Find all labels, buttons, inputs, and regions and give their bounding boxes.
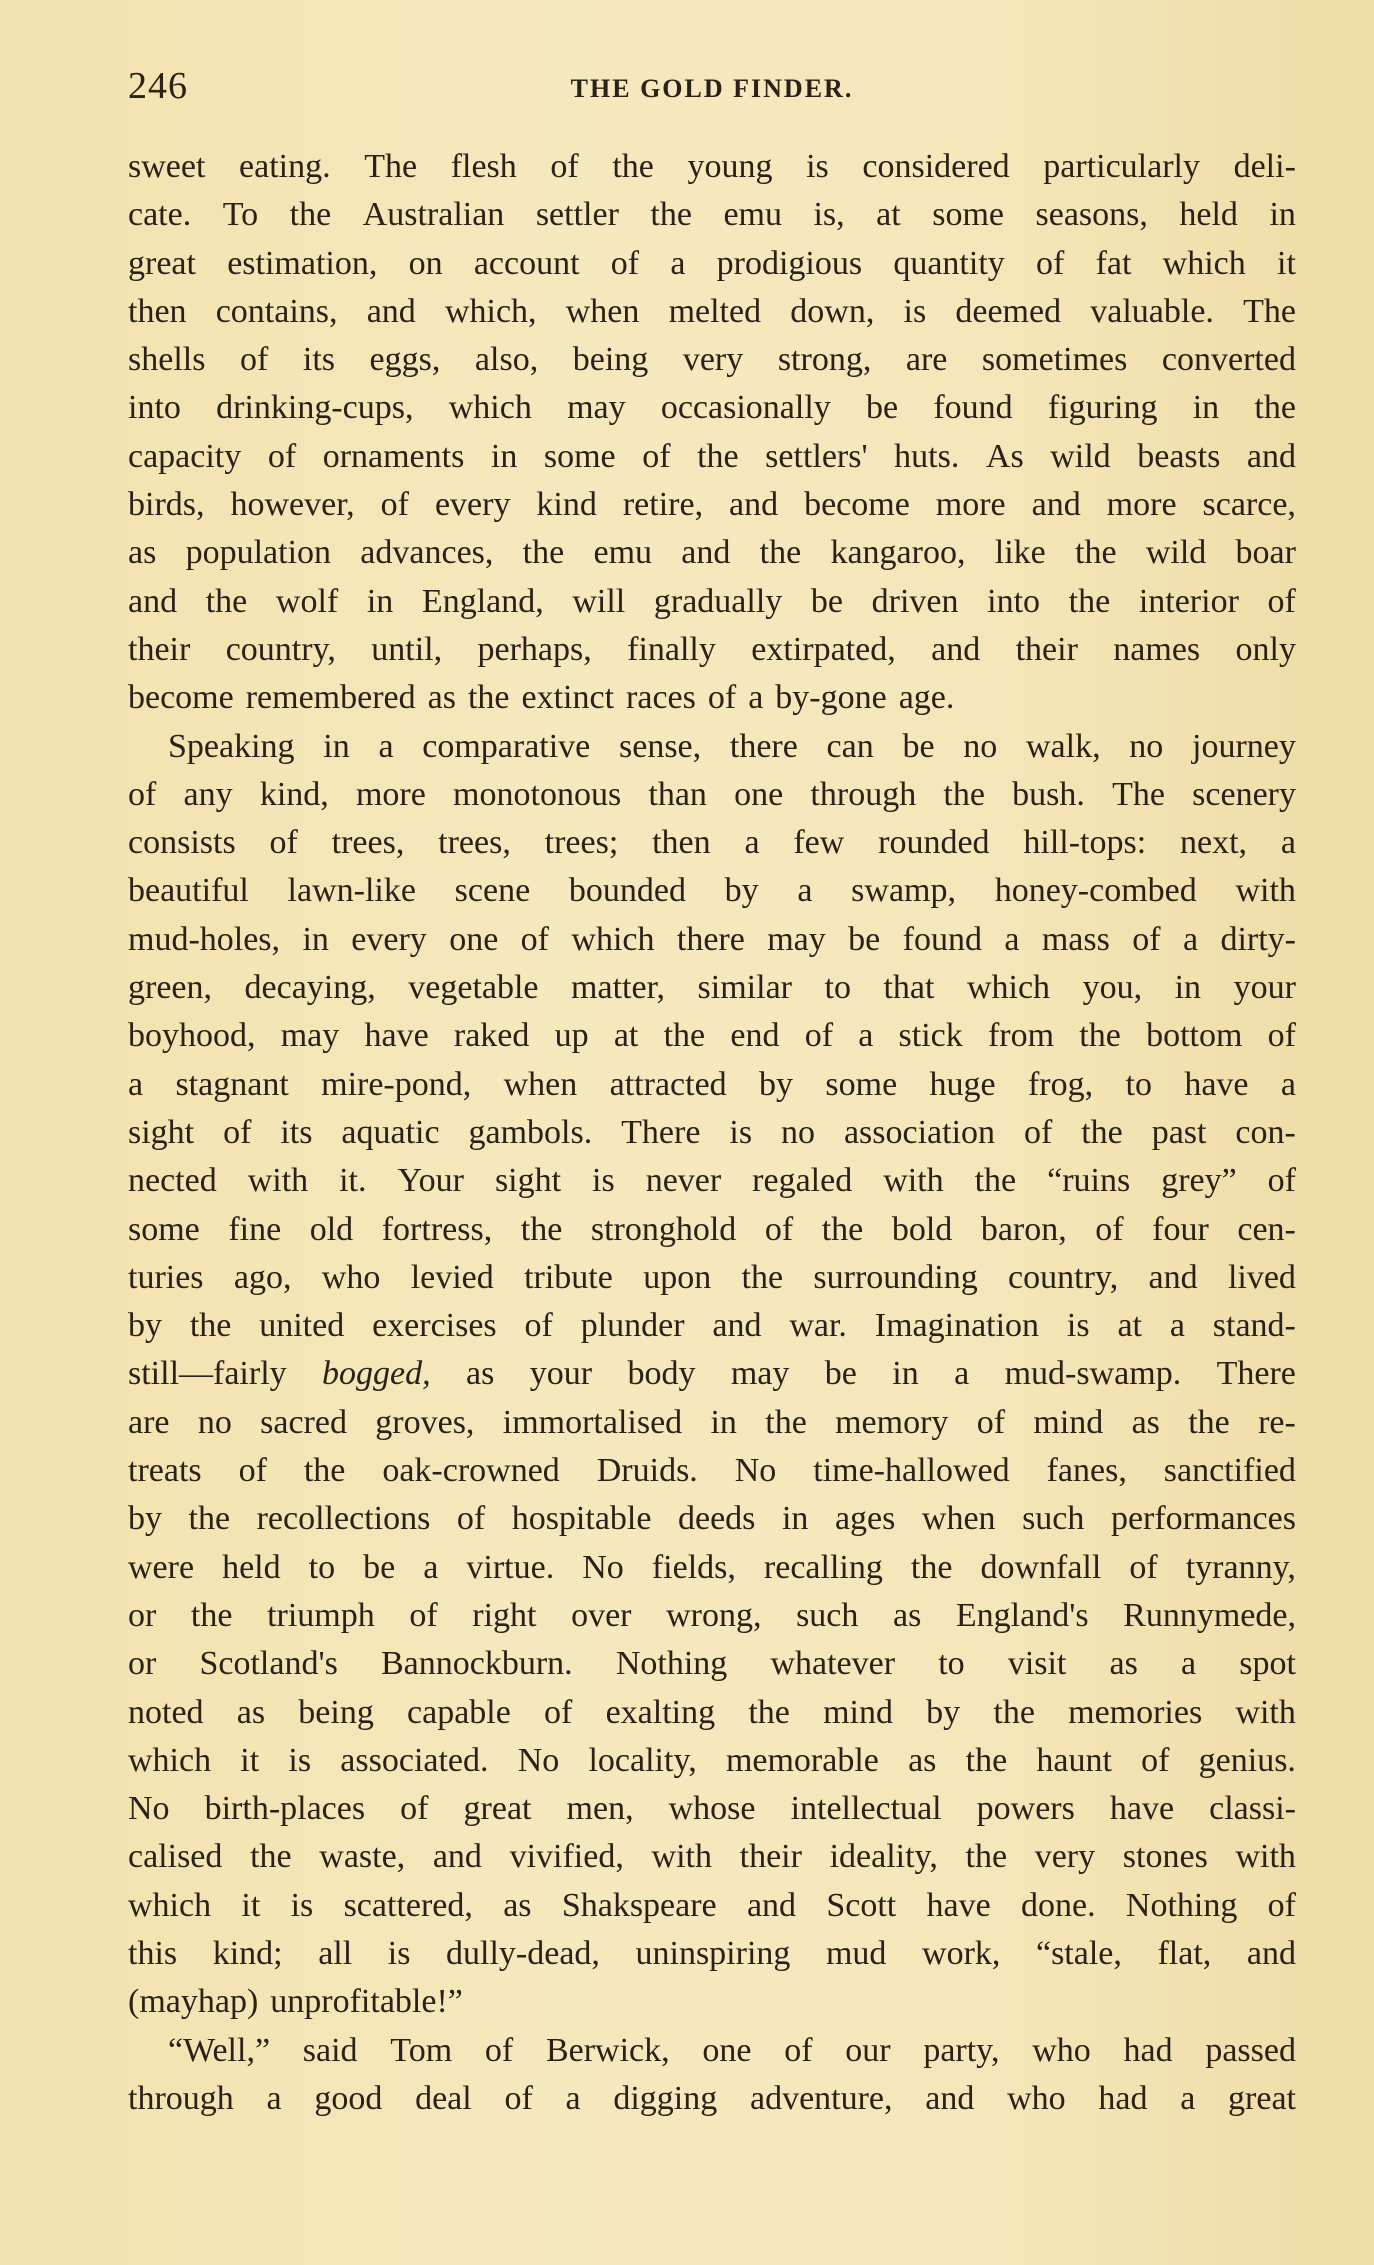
text-line: into drinking-cups, which may occasionally be found figuring in the — [128, 389, 1296, 427]
text-line: “Well,” said Tom of Berwick, one of our party, who had passed — [168, 2031, 1296, 2069]
text-line: mud-holes, in every one of which there may be found a mass of a dirty- — [128, 920, 1296, 958]
text-line: or Scotland's Bannockburn. Nothing whatever to visit as a spot — [128, 1645, 1296, 1683]
text-line: cate. To the Australian settler the emu is, at some seasons, held in — [128, 196, 1296, 234]
text-line: capacity of ornaments in some of the settlers' huts. As wild beasts and — [128, 437, 1296, 475]
page-header — [128, 64, 1296, 124]
text-line: which it is scattered, as Shakspeare and Scott have done. Nothing of — [128, 1886, 1296, 1924]
text-line: still—fairly bogged, as your body may be in a mud-swamp. There — [128, 1355, 1296, 1393]
text-line: calised the waste, and vivified, with their ideality, the very stones with — [128, 1838, 1296, 1876]
text-line: great estimation, on account of a prodigious quantity of fat which it — [128, 244, 1296, 282]
text-line: green, decaying, vegetable matter, similar to that which you, in your — [128, 969, 1296, 1007]
text-line: consists of trees, trees, trees; then a few rounded hill-tops: next, a — [128, 824, 1296, 862]
text-line: treats of the oak-crowned Druids. No time-hallowed fanes, sanctified — [128, 1452, 1296, 1490]
page-number: 246 — [128, 65, 188, 107]
text-line: then contains, and which, when melted down, is deemed valuable. The — [128, 292, 1296, 330]
text-line: of any kind, more monotonous than one through the bush. The scenery — [128, 775, 1296, 813]
text-line: through a good deal of a digging adventure, and who had a great — [128, 2079, 1296, 2117]
text-line: sight of its aquatic gambols. There is no association of the past con- — [128, 1113, 1296, 1151]
text-line: Speaking in a comparative sense, there can be no walk, no journey — [168, 727, 1296, 765]
text-line: or the triumph of right over wrong, such as England's Runnymede, — [128, 1596, 1296, 1634]
text-line: noted as being capable of exalting the mind by the memories with — [128, 1693, 1296, 1731]
text-line: sweet eating. The flesh of the young is considered particularly deli- — [128, 148, 1296, 185]
text-line: as population advances, the emu and the kangaroo, like the wild boar — [128, 534, 1296, 572]
text-line: shells of its eggs, also, being very strong, are sometimes converted — [128, 341, 1296, 379]
text-line: by the recollections of hospitable deeds in ages when such performances — [128, 1500, 1296, 1538]
text-line: No birth-places of great men, whose intellectual powers have classi- — [128, 1790, 1296, 1828]
text-line: turies ago, who levied tribute upon the surrounding country, and lived — [128, 1258, 1296, 1296]
text-line: some fine old fortress, the stronghold of the bold baron, of four cen- — [128, 1210, 1296, 1248]
text-line: boyhood, may have raked up at the end of a stick from the bottom of — [128, 1017, 1296, 1055]
text-line: and the wolf in England, will gradually be driven into the interior of — [128, 582, 1296, 620]
text-line: birds, however, of every kind retire, and become more and more scarce, — [128, 486, 1296, 524]
body-text — [128, 143, 1296, 2123]
text-line: by the united exercises of plunder and war. Imagination is at a stand- — [128, 1307, 1296, 1345]
text-line: nected with it. Your sight is never regaled with the “ruins grey” of — [128, 1162, 1296, 1200]
text-line: which it is associated. No locality, memorable as the haunt of genius. — [128, 1741, 1296, 1779]
text-line: become remembered as the extinct races of a by-gone age. — [128, 679, 955, 717]
text-line: were held to be a virtue. No fields, recalling the downfall of tyranny, — [128, 1548, 1296, 1586]
text-line: beautiful lawn-like scene bounded by a swamp, honey-combed with — [128, 872, 1296, 910]
text-line: are no sacred groves, immortalised in the memory of mind as the re- — [128, 1403, 1296, 1441]
text-line: their country, until, perhaps, finally extirpated, and their names only — [128, 630, 1296, 668]
text-line: a stagnant mire-pond, when attracted by some huge frog, to have a — [128, 1065, 1296, 1103]
running-title: THE GOLD FINDER. — [570, 74, 854, 103]
text-line: (mayhap) unprofitable!” — [128, 1983, 463, 2021]
text-line: this kind; all is dully-dead, uninspiring mud work, “stale, flat, and — [128, 1934, 1296, 1972]
